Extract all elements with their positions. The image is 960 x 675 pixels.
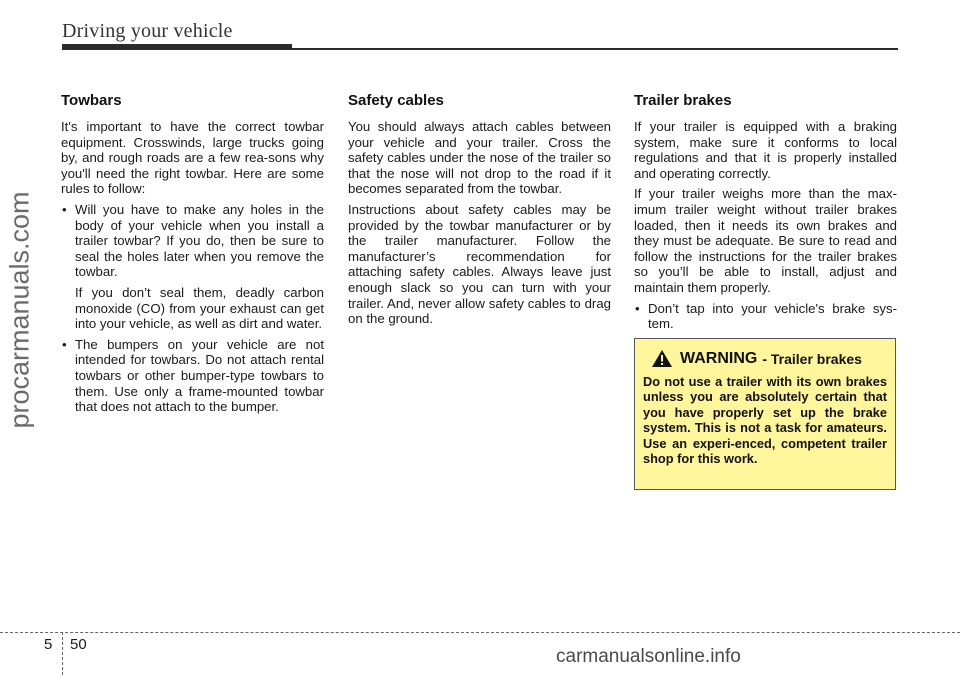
- warning-header: [651, 349, 887, 368]
- bullet-glyph: •: [635, 300, 640, 316]
- side-watermark: [0, 130, 40, 490]
- column-trailer-brakes: [634, 92, 897, 337]
- trailer-brakes-paragraph-2: If your trailer weighs more than the max-imum trailer weight without trailer brakes loaded, then it needs its own brakes and they must be adequate. Be sure to read and follow the instructions for the trailer brakes so you’ll be able to install, adjust and maintain them properly.: [634, 186, 897, 295]
- bullet-glyph: •: [62, 336, 67, 352]
- trailer-brakes-paragraph-1: If your trailer is equipped with a braking system, make sure it conforms to local regulations and that it is properly installed and operating correctly.: [634, 119, 897, 181]
- towbars-intro: It's important to have the correct towbar equipment. Crosswinds, large trucks going by, and rough roads are a few rea-sons why you'll need the right towbar. Here are some rules to follow:: [61, 119, 324, 197]
- header-rule-thin: [292, 48, 898, 50]
- safety-cables-paragraph-1: You should always attach cables between your vehicle and your trailer. Cross the safety cables under the nose of the trailer so that the nose will not drop to the road if it becomes separated from the towbar.: [348, 119, 611, 197]
- safety-cables-heading: Safety cables: [348, 92, 444, 109]
- trailer-brakes-heading: Trailer brakes: [634, 92, 732, 109]
- trailer-brakes-rule: Don’t tap into your vehicle's brake sys-tem.: [648, 300, 897, 332]
- bullet-glyph: •: [62, 201, 67, 217]
- warning-triangle-icon: [651, 349, 673, 368]
- towbar-rule-holes: Will you have to make any holes in the body of your vehicle when you install a trailer towbar? If you do, then be sure to seal the holes later when you remove the towbar.: [75, 201, 324, 280]
- side-watermark-text: procarmanuals.com: [4, 191, 35, 429]
- warning-label: WARNING: [680, 349, 758, 367]
- page-number: 50: [70, 636, 87, 653]
- warning-box: [634, 338, 896, 490]
- footer-rule: [0, 632, 960, 633]
- bottom-watermark: carmanualsonline.info: [556, 646, 741, 667]
- list-item: [634, 301, 897, 332]
- list-item: [61, 202, 324, 332]
- warning-body: Do not use a trailer with its own brakes unless you are absolutely certain that you have properly set up the brake system. This is not a task for amateurs. Use an experi-enced, competent trailer shop for this work.: [643, 374, 887, 467]
- trailer-brakes-list: [634, 301, 897, 332]
- towbars-rules-list: [61, 202, 324, 415]
- towbars-heading: Towbars: [61, 92, 122, 109]
- column-safety-cables: [348, 92, 611, 332]
- section-title: Driving your vehicle: [62, 20, 233, 42]
- column-towbars: [61, 92, 324, 420]
- footer-divider: [62, 632, 63, 675]
- safety-cables-paragraph-2: Instructions about safety cables may be provided by the towbar manufacturer or by the trailer manufacturer. Follow the manufacturer’s recommendation for attaching safety cables. Always leave just enough slack so you can turn with your trailer. And, never allow safety cables to drag on the ground.: [348, 201, 611, 327]
- warning-subtitle: - Trailer brakes: [762, 350, 862, 367]
- towbar-rule-holes-extra: If you don’t seal them, deadly carbon monoxide (CO) from your exhaust can get into your vehicle, as well as dirt and water.: [75, 284, 324, 332]
- list-item: [61, 337, 324, 415]
- chapter-number: 5: [44, 636, 53, 653]
- towbar-rule-bumpers: The bumpers on your vehicle are not intended for towbars. Do not attach rental towbars or other bumper-type towbars to them. Use only a frame-mounted towbar that does not attach to the bumper.: [75, 336, 324, 415]
- header-rule-thick: [62, 44, 292, 50]
